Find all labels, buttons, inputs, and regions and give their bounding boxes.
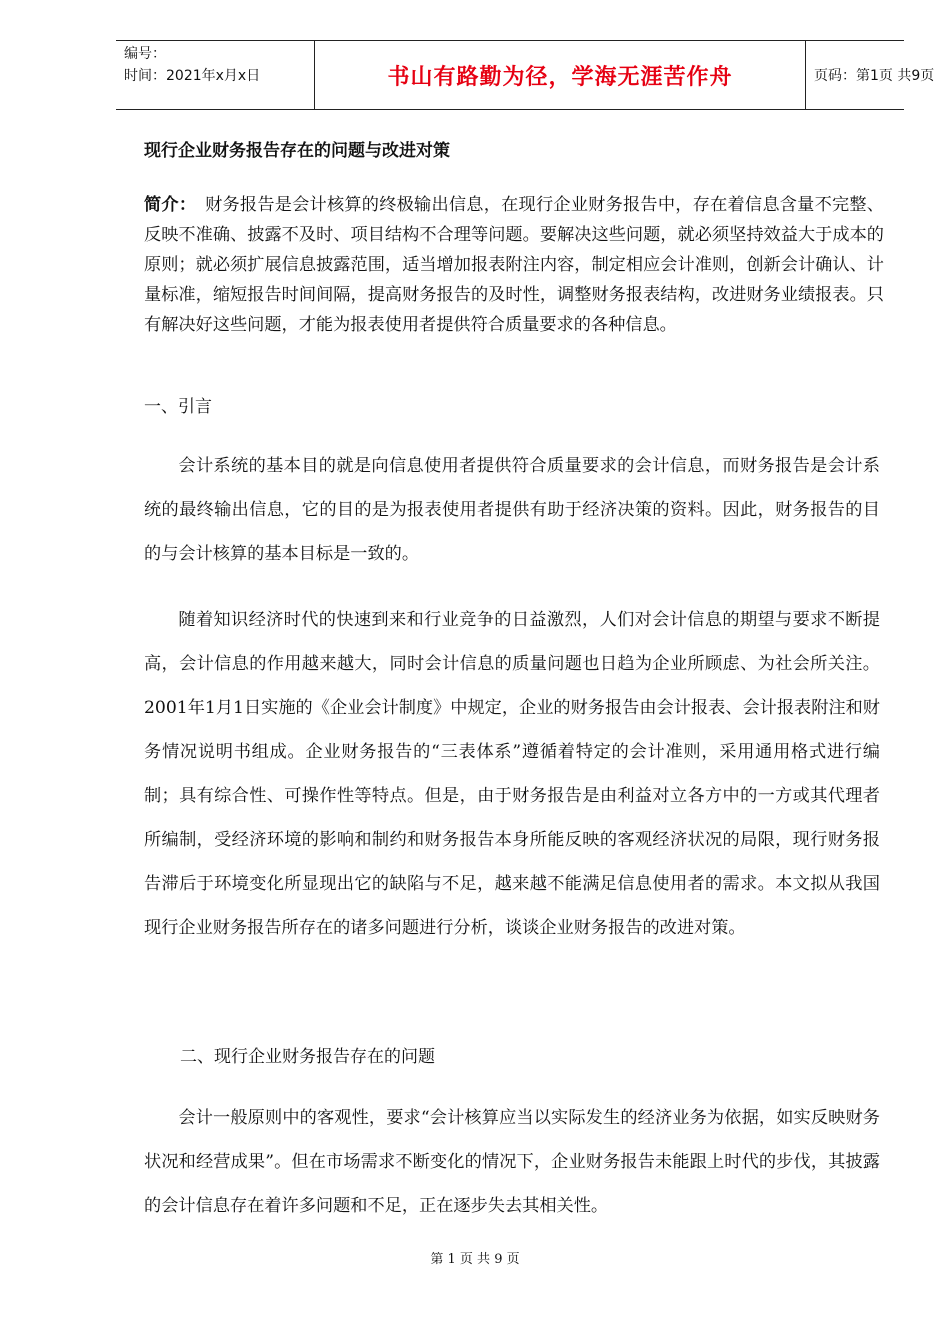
- time-label: 时间：2021年x月x日: [124, 68, 261, 84]
- paragraph-1: 会计系统的基本目的就是向信息使用者提供符合质量要求的会计信息，而财务报告是会计系统的最终输出信息，它的目的是为报表使用者提供有助于经济决策的资料。因此，财务报告的目的与会计核算的基本目标是一致的。: [144, 456, 880, 564]
- abstract-text: 财务报告是会计核算的终极输出信息，在现行企业财务报告中，存在着信息含量不完整、反映不准确、披露不及时、项目结构不合理等问题。要解决这些问题，就必须坚持效益大于成本的原则；就必须扩展信息披露范围，适当增加报表附注内容，制定相应会计准则，创新会计确认、计量标准，缩短报告时间间隔，提高财务报告的及时性，调整财务报表结构，改进财务业绩报表。只有解决好这些问题，才能为报表使用者提供符合质量要求的各种信息。: [144, 195, 884, 335]
- header-meta-cell: [116, 41, 314, 109]
- header-motto-cell: [314, 41, 806, 109]
- header-page-cell: [806, 41, 935, 109]
- motto-text: 书山有路勤为径，学海无涯苦作舟: [387, 63, 733, 90]
- paragraph-3: 会计一般原则中的客观性，要求“会计核算应当以实际发生的经济业务为依据，如实反映财务状况和经营成果”。但在市场需求不断变化的情况下，企业财务报告未能跟上时代的步伐，其披露的会计信息存在着许多问题和不足，正在逐步失去其相关性。: [144, 1108, 880, 1216]
- paragraph-2: 随着知识经济时代的快速到来和行业竞争的日益激烈，人们对会计信息的期望与要求不断提高，会计信息的作用越来越大，同时会计信息的质量问题也日趋为企业所顾虑、为社会所关注。2001年1月1日实施的《企业会计制度》中规定，企业的财务报告由会计报表、会计报表附注和财务情况说明书组成。企业财务报告的“三表体系”遵循着特定的会计准则，采用通用格式进行编制；具有综合性、可操作性等特点。但是，由于财务报告是由利益对立各方中的一方或其代理者所编制，受经济环境的影响和制约和财务报告本身所能反映的客观经济状况的局限，现行财务报告滞后于环境变化所显现出它的缺陷与不足，越来越不能满足信息使用者的需求。本文拟从我国现行企业财务报告所存在的诸多问题进行分析，谈谈企业财务报告的改进对策。: [144, 610, 880, 938]
- section-heading-intro: 一、引言: [144, 397, 212, 417]
- page-info: 页码：第1页 共9页: [814, 68, 935, 84]
- page-footer: 第 1 页 共 9 页: [430, 1252, 520, 1267]
- serial-label: 编号：: [124, 46, 166, 62]
- article-title: 现行企业财务报告存在的问题与改进对策: [144, 141, 450, 161]
- abstract-label: 简介：: [144, 195, 188, 215]
- header-table: [116, 40, 935, 110]
- section-heading-problems: 二、现行企业财务报告存在的问题: [180, 1047, 435, 1067]
- abstract: [144, 190, 884, 340]
